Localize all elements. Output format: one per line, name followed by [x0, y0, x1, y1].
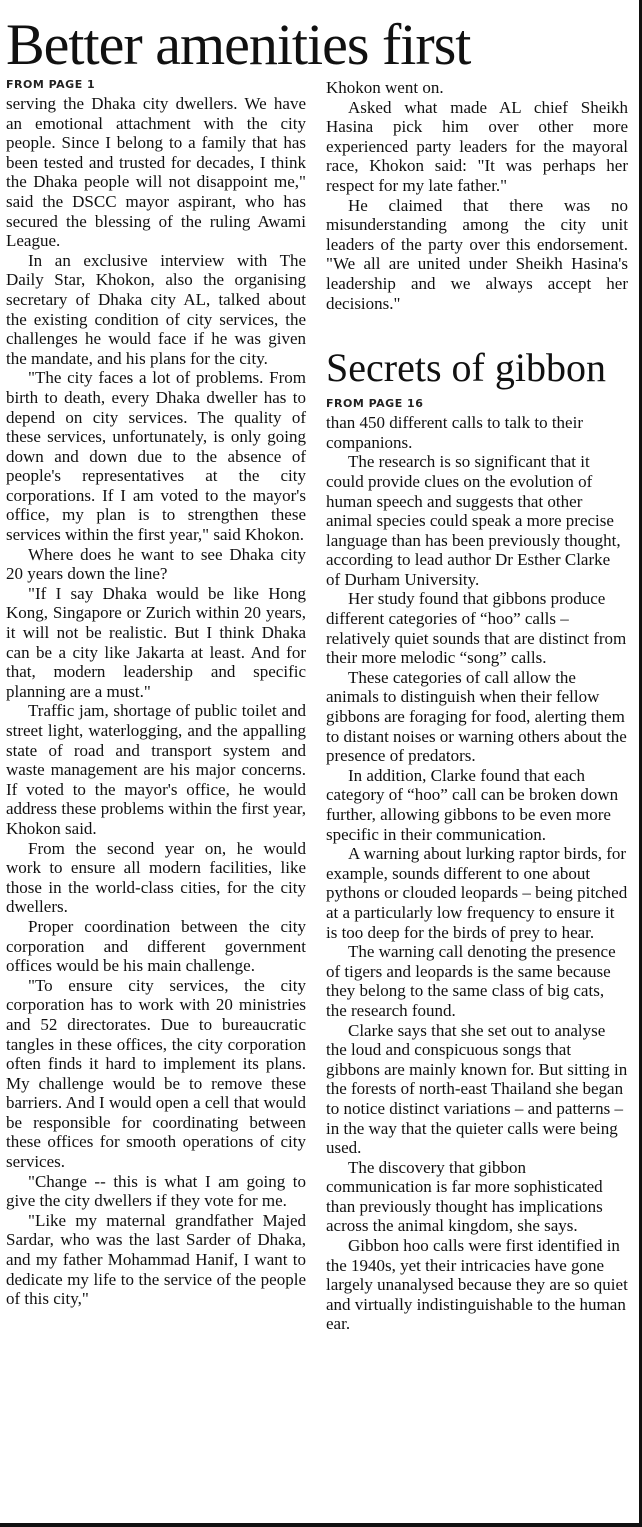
- paragraph: In addition, Clarke found that each category of “hoo” call can be broken down further, allowing gibbons to be even more specific in their communication.: [326, 765, 619, 844]
- paragraph: Asked what made AL chief Sheikh Hasina pick him over other more experienced party leaders for the mayoral race, Khokon said: "It was perhaps her respect for my late father.": [326, 97, 628, 195]
- paragraph: A warning about lurking raptor birds, for example, sounds different to one about pythons or clouded leopards – being pitched at a particularly low frequency to ensure it is too deep for the birds of prey to hear.: [326, 844, 628, 942]
- paragraph: He claimed that there was no misunderstanding among the city unit leaders of the party over this endorsement. "We all are united under Sheikh Hasina's leadership and we always accept her decisions.": [326, 195, 628, 313]
- paragraph: In an exclusive interview with The Daily Star, Khokon, also the organising secretary of Dhaka city AL, talked about the existing condition of city services, the challenges he would face if he was given the mandate, and his plans for the city.: [6, 250, 306, 368]
- paragraph: "The city faces a lot of problems. From birth to death, every Dhaka dweller has to depend on city services. The quality of these services, unfortunately, is only going down and down due to the absence of people's representatives at the city corporations. If I am voted to the mayor's office, my plan is to strengthen these services within the first year," said Khokon.: [6, 368, 306, 545]
- article-continuation: [326, 78, 628, 313]
- article-headline: Better amenities first: [6, 12, 471, 77]
- paragraph: Gibbon hoo calls were first identified in the 1940s, yet their intricacies have gone largely unanalysed because they are so quiet and virtually indistinguishable to the human ear.: [326, 1236, 628, 1334]
- second-article-headline: Secrets of gibbon: [326, 345, 606, 391]
- paragraph: Where does he want to see Dhaka city 20 years down the line?: [6, 544, 306, 584]
- paragraph: Clarke says that she set out to analyse the loud and conspicuous songs that gibbons are mainly known for. But sitting in the forests of north-east Thailand she began to notice distinct variations – and patterns – in the way that the quieter calls were being used.: [326, 1020, 628, 1158]
- paragraph: "To ensure city services, the city corporation has to work with 20 ministries and 52 directorates. Due to bureaucratic tangles in these offices, the city corporation often finds it hard to implement its plans. My challenge would be to remove these barriers. And I would open a cell that would be responsible for coordinating between these offices for smooth operations of city services.: [6, 975, 306, 1172]
- paragraph: Traffic jam, shortage of public toilet and street light, waterlogging, and the appalling state of road and transport system and waste management are his major concerns. If voted to the mayor's office, he would address these problems within the first year, Khokon said.: [6, 701, 306, 838]
- article-column-left: [6, 78, 306, 1309]
- paragraph: The research is so significant that it could provide clues on the evolution of human speech and suggests that other animal species could speak a more precise language than has been previously thought, according to lead author Dr Esther Clarke of Durham University.: [326, 452, 621, 589]
- paragraph: "Change -- this is what I am going to give the city dwellers if they vote for me.: [6, 1171, 306, 1211]
- paragraph: "Like my maternal grandfather Majed Sardar, who was the last Sarder of Dhaka, and my father Mohammad Hanif, I want to dedicate my life to the service of the people of this city,": [6, 1210, 306, 1309]
- second-article-body: [326, 413, 628, 1334]
- article-column-right: [326, 78, 628, 1334]
- paragraph: These categories of call allow the animals to distinguish when their fellow gibbons are foraging for food, alerting them to distant noises or warning others about the presence of predators.: [326, 667, 627, 766]
- paragraph: Proper coordination between the city corporation and different government offices would be his main challenge.: [6, 916, 306, 976]
- paragraph: than 450 different calls to talk to their companions.: [326, 413, 583, 452]
- paragraph: Her study found that gibbons produce different categories of “hoo” calls – relatively quiet sounds that are distinct from their more melodic “song” calls.: [326, 589, 627, 668]
- paragraph: "If I say Dhaka would be like Hong Kong, Singapore or Zurich within 20 years, it will not be realistic. But I think Dhaka can be a city like Jakarta at least. And for that, modern leadership and specific planning are a must.": [6, 583, 306, 701]
- paragraph: Khokon went on.: [326, 78, 444, 97]
- jump-kicker: FROM PAGE 1: [6, 78, 96, 91]
- jump-kicker: FROM PAGE 16: [326, 397, 424, 411]
- paragraph: The discovery that gibbon communication is far more sophisticated than previously thought has implications across the animal kingdom, she says.: [326, 1157, 603, 1236]
- paragraph: From the second year on, he would work to ensure all modern facilities, like those in the world-class cities, for the city dwellers.: [6, 838, 306, 917]
- paragraph: The warning call denoting the presence of tigers and leopards is the same because they belong to the same class of big cats, the research found.: [326, 942, 616, 1020]
- paragraph: serving the Dhaka city dwellers. We have an emotional attachment with the city people. Since I belong to a family that has been tested and trusted for decades, I think the Dhaka people will not disappoint me," said the DSCC mayor aspirant, who has secured the blessing of the ruling Awami League.: [6, 94, 306, 251]
